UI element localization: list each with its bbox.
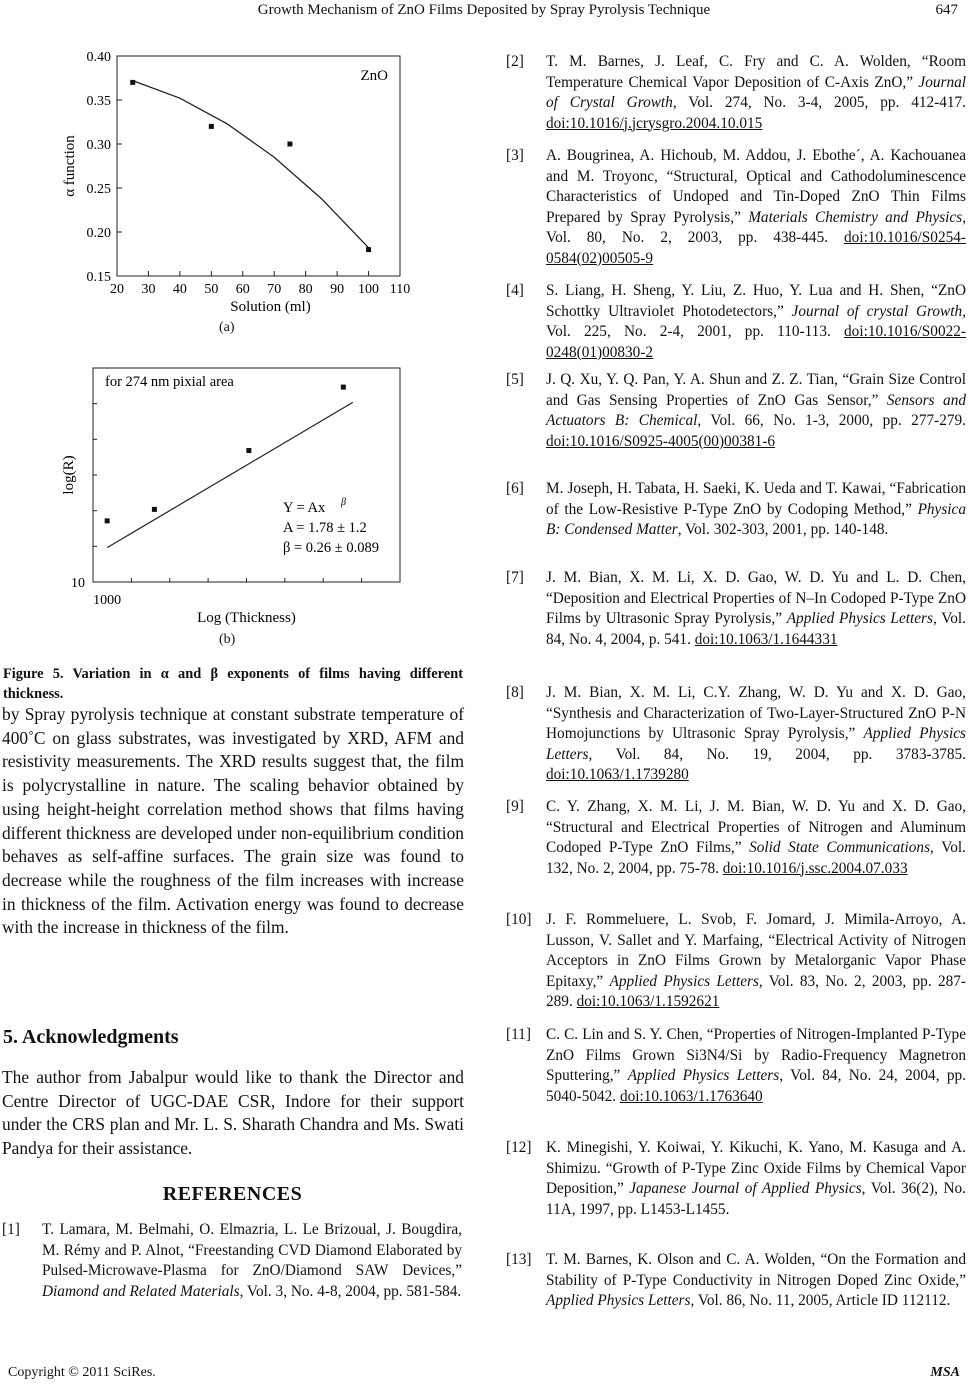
reference-journal: Applied Physics Letters — [546, 725, 966, 763]
reference-text: T. Lamara, M. Belmahi, O. Elmazria, L. Le Brizoual, J. Bougdira, M. Rémy and P. Alnot, “Freestanding CVD Diamond Elaborated by Pulsed-Microwave-Plasma for ZnO/Diamond SAW Devices,” — [42, 1221, 462, 1279]
x-tick-label: 60 — [235, 282, 250, 297]
x-tick-label: 50 — [204, 282, 219, 297]
reference-body — [546, 1025, 966, 1107]
reference-number: [7] — [506, 569, 524, 586]
reference-journal: Diamond and Related Materials — [42, 1282, 240, 1300]
x-tick-label: 90 — [330, 282, 345, 297]
figure-caption: Figure 5. Variation in α and β exponents of films having different thickness. — [3, 666, 463, 702]
x-tick-label: 110 — [389, 282, 411, 297]
reference-text: T. M. Barnes, K. Olson and C. A. Wolden, “On the Formation and Stability of P-Type Conductivity in Nitrogen Doped Zinc Oxide,” — [546, 1251, 966, 1289]
reference-doi-link[interactable]: doi:10.1063/1.1763640 — [619, 1087, 763, 1105]
reference-details: , Vol. 83, No. 2, 2003, pp. 287-289. — [546, 972, 966, 1010]
reference-text: K. Minegishi, Y. Koiwai, Y. Kikuchi, K. Yano, M. Kasuga and A. Shimizu. “Growth of P-Type Zinc Oxide Films by Chemical Vapor Deposition,” — [546, 1139, 966, 1197]
reference-body — [546, 479, 966, 541]
reference-details: , Vol. 132, No. 2, 2004, pp. 75-78. — [546, 839, 966, 877]
x-tick-label: 70 — [267, 282, 282, 297]
reference-journal: Materials Chemistry and Physics — [748, 208, 963, 226]
reference-body — [546, 797, 966, 879]
reference-details: , Vol. 302-303, 2001, pp. 140-148. — [677, 521, 889, 538]
reference-doi-link[interactable]: doi:10.1016/j.ssc.2004.07.033 — [722, 859, 908, 877]
figure-b — [55, 360, 405, 630]
reference-journal: Journal of Crystal Growth — [546, 73, 966, 111]
equation-exponent: β — [341, 497, 346, 508]
reference-details: , Vol. 225, No. 2-4, 2001, pp. 110-113. — [546, 302, 966, 340]
equation-beta: β = 0.26 ± 0.089 — [283, 540, 380, 556]
data-point — [246, 448, 251, 453]
reference-body — [42, 1220, 462, 1302]
data-point — [341, 385, 346, 390]
reference-text: S. Liang, H. Sheng, Y. Liu, Z. Huo, Y. Lua and H. Shen, “ZnO Schottky Ultraviolet Photodetectors,” — [546, 282, 966, 320]
data-point — [209, 124, 214, 129]
reference-text: J. M. Bian, X. M. Li, C.Y. Zhang, W. D. Yu and X. D. Gao, “Synthesis and Characterization of Two-Layer-Structured ZnO P-N Homojunctions by Ultrasonic Spray Pyrolysis,” — [546, 684, 966, 742]
equation-line: Y = Ax — [283, 500, 326, 516]
data-point — [105, 518, 110, 523]
reference-journal: Sensors and Actuators B: Chemical — [546, 391, 966, 429]
reference-details: , Vol. 36(2), No. 11A, 1997, pp. L1453-L1455. — [546, 1180, 966, 1218]
reference-journal: Applied Physics Letters — [786, 610, 933, 627]
reference-text: J. F. Rommeluere, L. Svob, F. Jomard, J. Mimila-Arroyo, A. Lusson, V. Sallet and Y. Marfaing, “Electrical Activity of Nitrogen Acceptors in ZnO Films Grown by Metalorganic Vapor Phase Epitaxy,” — [546, 911, 966, 990]
reference-details: , Vol. 84, No. 19, 2004, pp. 3783-3785. — [588, 745, 966, 763]
reference-body — [546, 683, 966, 786]
x-tick-label: 30 — [141, 282, 156, 297]
reference-number: [9] — [506, 798, 524, 815]
reference-body — [546, 52, 966, 134]
reference-journal: Applied Physics Letters — [609, 972, 759, 990]
data-point — [287, 142, 292, 147]
reference-journal: Japanese Journal of Applied Physics — [629, 1180, 862, 1197]
reference-number: [11] — [506, 1026, 531, 1043]
reference-body — [546, 910, 966, 1013]
reference-doi-link[interactable]: doi:10.1063/1.1739280 — [546, 766, 689, 783]
reference-doi-link[interactable]: doi:10.1016/j.jcrysgro.2004.10.015 — [546, 114, 763, 132]
y-tick-label: 0.20 — [86, 226, 111, 241]
journal-abbrev: MSA — [930, 1365, 960, 1380]
reference-journal: Applied Physics Letters — [627, 1067, 780, 1084]
y-tick-label: 0.15 — [86, 270, 111, 285]
reference-journal: Solid State Communications — [749, 839, 931, 856]
reference-number: [10] — [506, 911, 532, 928]
y-axis-label: α function — [62, 135, 78, 197]
reference-doi-link[interactable]: doi:10.1016/S0925-4005(00)00381-6 — [546, 432, 776, 450]
reference-body — [546, 146, 966, 269]
reference-details: , Vol. 274, No. 3-4, 2005, pp. 412-417. — [672, 94, 967, 111]
figure-a — [55, 48, 411, 318]
reference-details: , Vol. 84, No. 4, 2004, p. 541. — [546, 610, 966, 648]
reference-text: C. C. Lin and S. Y. Chen, “Properties of Nitrogen-Implanted P-Type ZnO Films Grown Si3N4/Si by Radio-Frequency Magnetron Sputtering,” — [546, 1026, 966, 1084]
running-title: Growth Mechanism of ZnO Films Deposited by Spray Pyrolysis Technique — [257, 2, 711, 18]
data-point — [366, 247, 371, 252]
reference-text: C. Y. Zhang, X. M. Li, J. M. Bian, W. D. Yu and X. D. Gao, “Structural and Electrical Properties of Nitrogen and Aluminum Codoped P-Type ZnO Films,” — [546, 798, 966, 856]
reference-text: A. Bougrinea, A. Hichoub, M. Addou, J. Ebothe´, A. Kachouanea and M. Troyonc, “Structural, Optical and Cathodoluminescence Characteristics of Undoped and Tin-Doped ZnO Thin Films Prepared by Spray Pyrolysis,” — [546, 147, 966, 226]
reference-number: [2] — [506, 53, 524, 70]
figure-a-chart — [55, 48, 411, 318]
figure-a-label: (a) — [219, 320, 235, 335]
y-axis-label: log(R) — [61, 455, 77, 495]
x-tick-label: 40 — [172, 282, 187, 297]
x-tick-label: 100 — [358, 282, 380, 297]
reference-number: [4] — [506, 282, 524, 299]
y-tick-label: 0.35 — [86, 94, 111, 109]
reference-body — [546, 370, 966, 452]
x-tick-label: 80 — [298, 282, 313, 297]
reference-number: [8] — [506, 684, 524, 701]
acknowledgment-text: The author from Jabalpur would like to thank the Director and Centre Director of UGC-DAE CSR, Indore for their support under the CRS plan and Mr. L. S. Sharath Chandra and Ms. Swati Pandya for their assistance. — [2, 1067, 464, 1159]
reference-text: M. Joseph, H. Tabata, H. Saeki, K. Ueda and T. Kawai, “Fabrication of the Low-Resistive P-Type ZnO by Codoping Method,” — [546, 480, 966, 518]
reference-details: , Vol. 3, No. 4-8, 2004, pp. 581-584. — [239, 1282, 462, 1300]
y-tick-label: 10 — [71, 576, 85, 591]
x-tick-label: 20 — [110, 282, 124, 297]
legend-label: ZnO — [360, 68, 388, 84]
section-title: 5. Acknowledgments — [3, 1026, 179, 1048]
reference-number: [1] — [2, 1221, 20, 1238]
reference-journal: Physica B: Condensed Matter — [546, 500, 966, 538]
reference-doi-link[interactable]: doi:10.1063/1.1592621 — [576, 993, 720, 1010]
reference-body — [546, 1250, 966, 1312]
reference-number: [12] — [506, 1139, 532, 1156]
reference-text: J. Q. Xu, Y. Q. Pan, Y. A. Shun and Z. Z. Tian, “Grain Size Control and Gas Sensing Properties of ZnO Gas Sensor,” — [546, 371, 966, 409]
reference-number: [13] — [506, 1251, 532, 1268]
y-tick-label: 0.40 — [86, 50, 111, 65]
copyright: Copyright © 2011 SciRes. — [8, 1365, 156, 1380]
conclusion-text: by Spray pyrolysis technique at constant substrate temperature of 400˚C on glass substrates, was investigated by XRD, AFM and resistivity measurements. The XRD results suggest that, the film is polycrystalline in nature. The scaling behavior obtained by using height-height correlation method shows that films having different thickness are developed under non-equilibrium condition behaves as self-affine surfaces. The grain size was found to decrease while the roughness of the film increases with increase in thickness of the film. Activation energy was found to decrease with the increase in thickness of the film. — [2, 704, 464, 938]
reference-number: [3] — [506, 147, 524, 164]
reference-number: [6] — [506, 480, 524, 497]
reference-doi-link[interactable]: doi:10.1063/1.1644331 — [694, 630, 838, 648]
y-tick-label: 0.25 — [86, 182, 111, 197]
reference-text: J. M. Bian, X. M. Li, X. D. Gao, W. D. Yu and L. D. Chen, “Deposition and Electrical Properties of N–In Codoped P-Type ZnO Films by Ultrasonic Spray Pyrolysis,” — [546, 569, 966, 627]
reference-doi-link[interactable]: doi:10.1016/S0254-0584(02)00505-9 — [546, 229, 966, 267]
reference-details: , Vol. 84, No. 24, 2004, pp. 5040-5042. — [546, 1067, 966, 1105]
equation-a: A = 1.78 ± 1.2 — [283, 520, 367, 536]
x-tick-label: 1000 — [93, 593, 122, 608]
reference-details: , Vol. 80, No. 2, 2003, pp. 438-445. — [546, 208, 967, 246]
data-point — [130, 80, 135, 85]
fit-curve — [133, 81, 369, 248]
figure-b-chart — [55, 360, 405, 630]
y-tick-label: 0.30 — [86, 138, 111, 153]
reference-text: T. M. Barnes, J. Leaf, C. Fry and C. A. Wolden, “Room Temperature Chemical Vapor Deposition of C-Axis ZnO,” — [546, 53, 966, 91]
reference-details: , Vol. 86, No. 11, 2005, Article ID 112112. — [690, 1292, 951, 1309]
figure-b-label: (b) — [219, 632, 236, 647]
reference-number: [5] — [506, 371, 524, 388]
running-header — [0, 0, 968, 22]
reference-journal: Applied Physics Letters — [546, 1292, 691, 1309]
x-axis-label: Solution (ml) — [230, 299, 311, 315]
conclusion-paragraph — [2, 703, 464, 940]
reference-body — [546, 568, 966, 650]
reference-body — [546, 1138, 966, 1220]
data-point — [152, 507, 157, 512]
x-axis-label: Log (Thickness) — [197, 610, 296, 626]
page-number: 647 — [935, 2, 958, 18]
reference-body — [546, 281, 966, 363]
references-heading: REFERENCES — [162, 1183, 303, 1205]
annotation: for 274 nm pixial area — [105, 374, 234, 390]
reference-doi-link[interactable]: doi:10.1016/S0022-0248(01)00830-2 — [546, 323, 966, 361]
plot-frame — [117, 56, 400, 276]
reference-journal: Journal of crystal Growth — [791, 302, 963, 320]
reference-details: , Vol. 66, No. 1-3, 2000, pp. 277-279. — [697, 412, 966, 429]
